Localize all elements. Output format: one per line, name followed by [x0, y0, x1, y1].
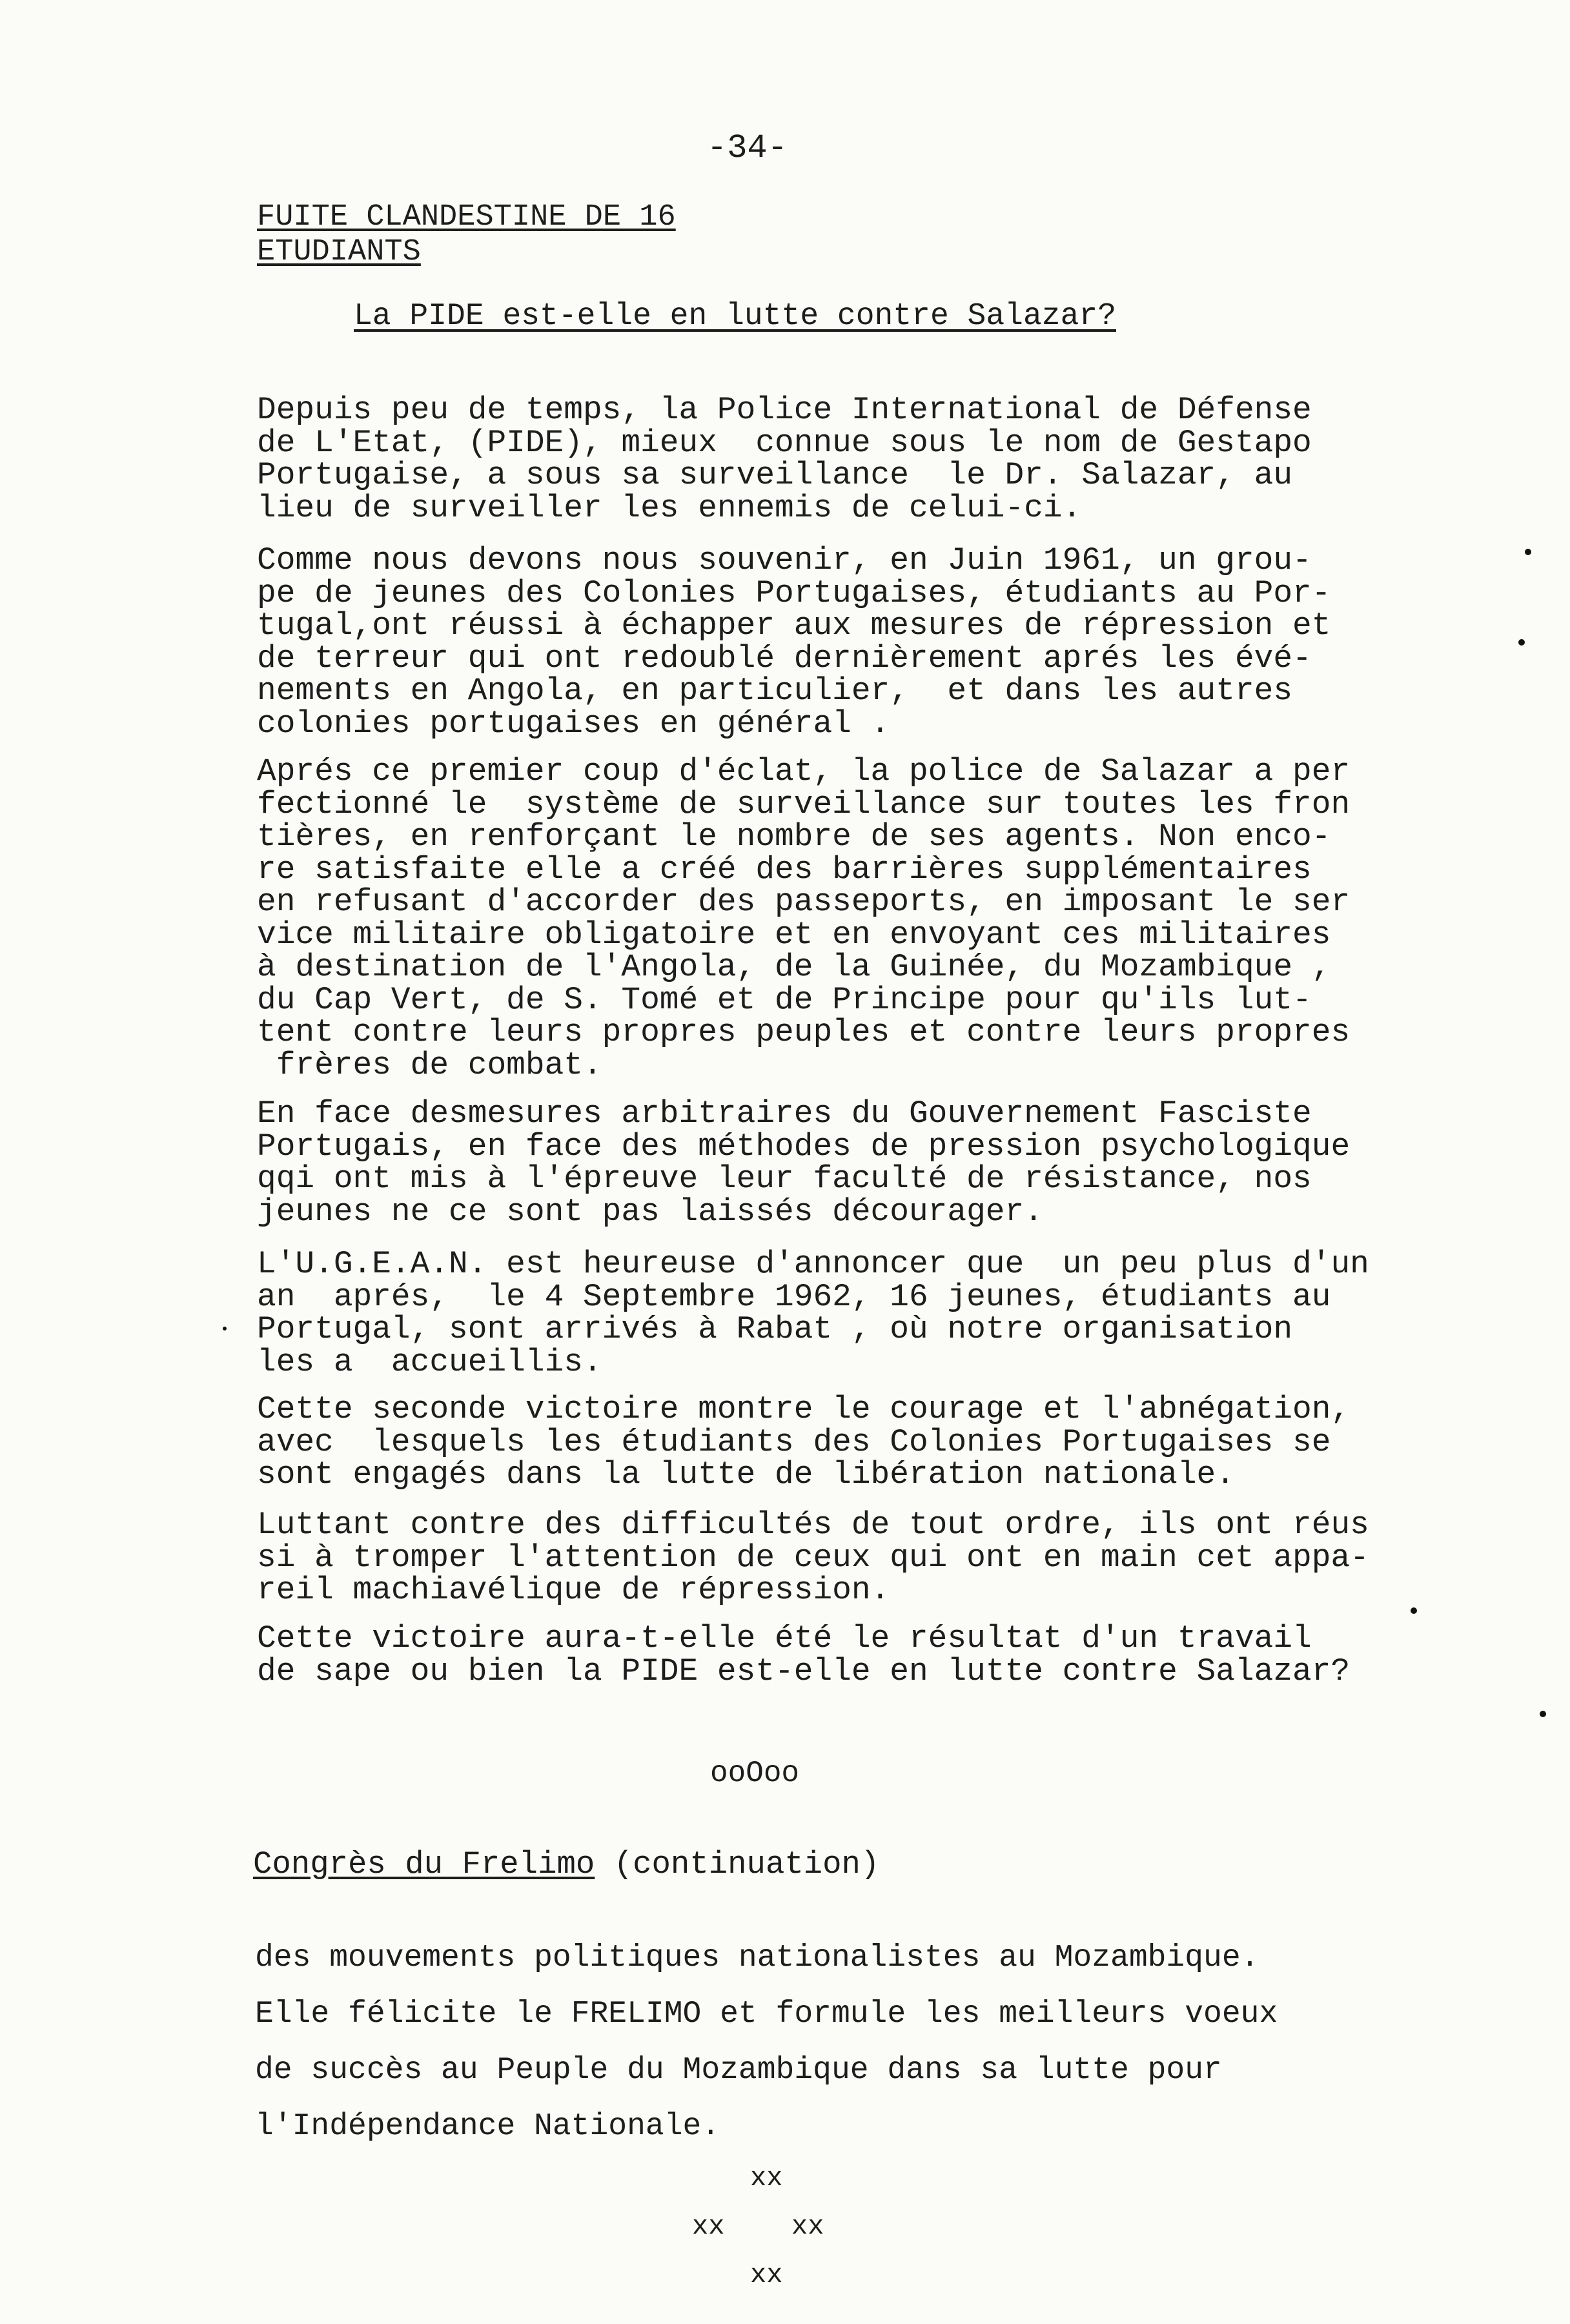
article-heading-line-1: FUITE CLANDESTINE DE 16	[257, 200, 676, 234]
article-subtitle: La PIDE est-elle en lutte contre Salazar?	[354, 299, 1116, 334]
page-number: -34-	[707, 129, 788, 167]
section-heading	[253, 1846, 879, 1882]
paragraph-2: Comme nous devons nous souvenir, en Juin 1961, un grou- pe de jeunes des Colonies Portugaises, étudiants au Por- tugal,ont réussi à échapper aux mesures de répression et de terreur qui ont redoublé dernièrement aprés les évé- nements en Angola, en particulier, et dans les autres colonies portugaises en général .	[257, 542, 1331, 742]
paragraph-5: L'U.G.E.A.N. est heureuse d'annoncer que un peu plus d'un an aprés, le 4 Septembre 1962, 16 jeunes, étudiants au Portugal, sont arrivés à Rabat , où notre organisation les a accueillis.	[257, 1246, 1369, 1380]
end-mark-bottom: xx	[750, 2259, 783, 2290]
section-title-suffix: (continuation)	[595, 1846, 880, 1882]
paragraph-1: Depuis peu de temps, la Police International de Défense de L'Etat, (PIDE), mieux connue sous le nom de Gestapo Portugaise, a sous sa surveillance le Dr. Salazar, au lieu de surveiller les ennemis de celui-ci.	[257, 392, 1312, 526]
scan-speck	[1411, 1607, 1417, 1614]
scan-speck	[1540, 1711, 1546, 1717]
section-paragraph: des mouvements politiques nationalistes au Mozambique. Elle félicite le FRELIMO et formule les meilleurs voeux de succès au Peuple du Mozambique dans sa lutte pour l'Indépendance Nationale.	[255, 1941, 1278, 2144]
scan-speck	[223, 1327, 227, 1330]
paragraph-8: Cette victoire aura-t-elle été le résultat d'un travail de sape ou bien la PIDE est-elle en lutte contre Salazar?	[257, 1620, 1351, 1689]
end-mark-top: xx	[750, 2163, 783, 2194]
end-mark-right: xx	[791, 2211, 824, 2242]
paragraph-3: Aprés ce premier coup d'éclat, la police de Salazar a per fectionné le système de surveillance sur toutes les fron tières, en renforçant le nombre de ses agents. Non enco- re satisfaite elle a créé des barrières supplémentaires en refusant d'accorder des passeports, en imposant le ser vice militaire obligatoire et en envoyant ces militaires à destination de l'Angola, de la Guinée, du Mozambique , du Cap Vert, de S. Tomé et de Principe pour qu'ils lut- tent contre leurs propres peuples et contre leurs propres frères de combat.	[257, 753, 1351, 1083]
article-heading-line-2: ETUDIANTS	[257, 235, 421, 269]
section-separator: ooOoo	[710, 1757, 800, 1790]
section-title: Congrès du Frelimo	[253, 1846, 595, 1882]
end-mark-left: xx	[692, 2211, 725, 2242]
paragraph-7: Luttant contre des difficultés de tout ordre, ils ont réus si à tromper l'attention de ceux qui ont en main cet appa- reil machiavélique de répression.	[257, 1507, 1369, 1608]
article-heading	[257, 200, 676, 270]
scan-speck	[1525, 549, 1531, 555]
paragraph-6: Cette seconde victoire montre le courage et l'abnégation, avec lesquels les étudiants des Colonies Portugaises se sont engagés dans la lutte de libération nationale.	[257, 1391, 1351, 1493]
scan-speck	[1518, 639, 1525, 646]
paragraph-4: En face desmesures arbitraires du Gouvernement Fasciste Portugais, en face des méthodes de pression psychologique qqi ont mis à l'épreuve leur faculté de résistance, nos jeunes ne ce sont pas laissés décourager.	[257, 1096, 1351, 1230]
